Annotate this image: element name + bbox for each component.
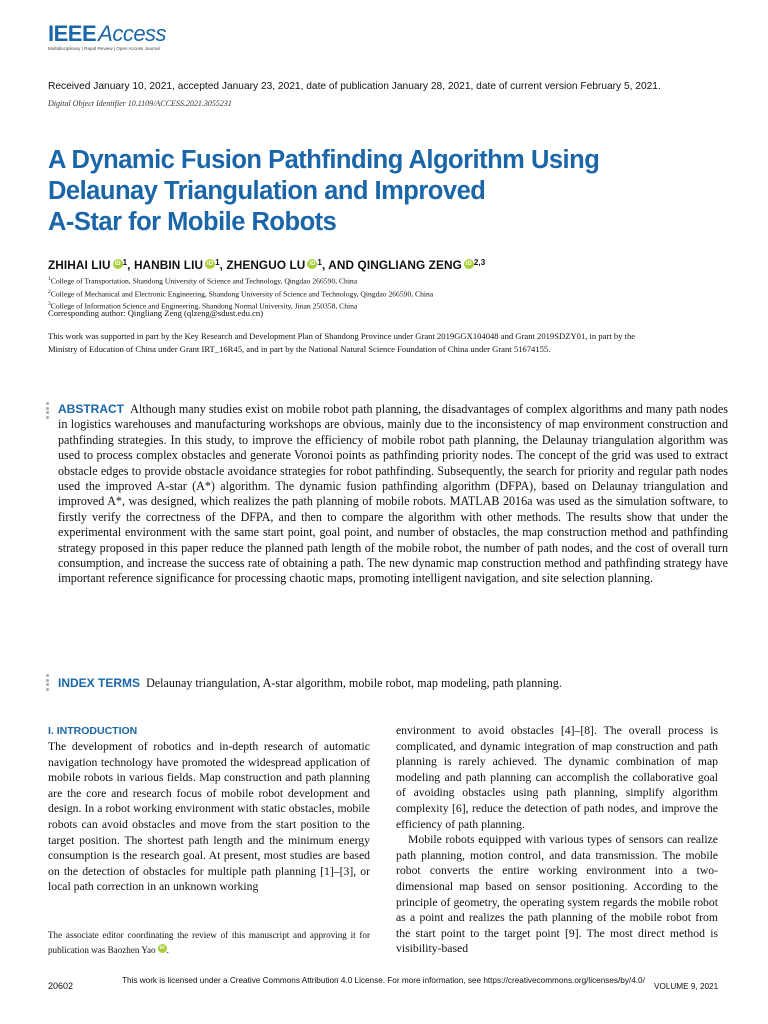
- body-paragraph: The development of robotics and in-depth research of automatic navigation technology have promoted the widespread application of mobile robots in various fields. Map construction and path planning are the core and research focus of mobile robot development and design. In a robot working environment with static obstacles, mobile robots can avoid obstacles and move from the start position to the target position. The shortest path length and the minimum energy consumption is the research goal. At present, most studies are based on the detection of obstacles for multiple path planning [1]–[3], or local path correction in an unknown working: [48, 740, 370, 894]
- volume-info: VOLUME 9, 2021: [654, 982, 719, 991]
- footnote-text: The associate editor coordinating the review of this manuscript and approving it for publication was Baozhen Yao: [48, 930, 370, 955]
- index-terms-marker-icon: [46, 674, 50, 692]
- received-dates: Received January 10, 2021, accepted January 23, 2021, date of publication January 28, 2021, date of current version February 5, 2021.: [48, 81, 661, 92]
- author-separator: ,: [127, 258, 134, 272]
- index-terms-text: Delaunay triangulation, A-star algorithm, mobile robot, map modeling, path planning.: [146, 676, 562, 690]
- author-affil-sup: 1: [215, 258, 220, 267]
- title-line: A Dynamic Fusion Pathfinding Algorithm Using: [48, 146, 600, 174]
- section-heading: I. INTRODUCTION: [48, 725, 138, 737]
- page-number: 20602: [48, 981, 74, 991]
- funding-statement: This work was supported in part by the Key Research and Development Plan of Shandong Province under Grant 2019GGX104048 and Grant 2019SDZY01, in part by the Ministry of Education of China under Grant IRT_16R45, and in part by the National Natural Science Foundation of China under Grant 51674155.: [48, 331, 636, 354]
- journal-tagline: Multidisciplinary | Rapid Review | Open Access Journal: [48, 46, 160, 51]
- orcid-icon[interactable]: iD: [309, 261, 316, 267]
- author-separator: ,: [219, 258, 227, 272]
- author-affil-sup: 2,3: [473, 258, 486, 267]
- affiliation-text: College of Mechanical and Electronic Engineering, Shandong University of Science and Technology, Qingdao 266590, China: [50, 289, 434, 299]
- affiliation-text: College of Information Science and Engineering, Shandong Normal University, Jinan 250358, China: [50, 301, 358, 311]
- author-name: ZHENGUO LU: [226, 258, 306, 272]
- author-list: [48, 258, 485, 272]
- affiliation-number: 2: [48, 288, 51, 295]
- editor-footnote: The associate editor coordinating the review of this manuscript and approving it for publication was Baozhen Yao iD .: [48, 930, 370, 955]
- orcid-icon[interactable]: iD: [114, 261, 121, 267]
- author-separator: , AND: [321, 258, 358, 272]
- author-name: HANBIN LIU: [133, 258, 204, 272]
- left-column: [48, 739, 370, 895]
- orcid-icon[interactable]: iD: [206, 261, 214, 267]
- index-terms-label: INDEX TERMS: [58, 676, 141, 690]
- journal-name-italic: Access: [98, 21, 167, 46]
- author-affil-sup: 1: [122, 258, 128, 267]
- orcid-icon[interactable]: iD: [465, 261, 472, 267]
- abstract-label: ABSTRACT: [58, 402, 124, 416]
- author-name: ZHIHAI LIU: [48, 258, 111, 272]
- abstract: [58, 402, 728, 587]
- author-affil-sup: 1: [317, 258, 322, 267]
- paper-title: [48, 145, 708, 238]
- journal-name-bold: IEEE: [48, 21, 97, 46]
- title-line: Delaunay Triangulation and Improved: [48, 177, 486, 205]
- corresponding-author: Corresponding author: Qingliang Zeng (qlzeng@sdust.edu.cn): [48, 308, 264, 318]
- abstract-text: Although many studies exist on mobile robot path planning, the disadvantages of complex algorithms and many path nodes in logistics warehouses and manufacturing workshops are obvious, mainly due to the inconsistency of map environment construction and pathfinding strategies. In this study, to improve the efficiency of mobile robot path planning, the Delaunay triangulation algorithm was used to process complex obstacles and generate Voronoi points as pathfinding priority nodes. The concept of the grid was used to extract obstacle edges to provide obstacle avoidance strategies for robot pathfinding. Subsequently, the search for priority and regular path nodes used the improved A-star (A*) algorithm. The dynamic fusion pathfinding algorithm (DFPA), based on Delaunay triangulation and improved A*, was designed, which realizes the path planning of mobile robots. MATLAB 2016a was used as the simulation software, to firstly verify the correctness of the DFPA, and then to compare the algorithm with other methods. The results show that under the experimental environment with the same start point, goal point, and number of obstacles, the map construction method and pathfinding strategy proposed in this paper reduce the planned path length of the mobile robot, the number of path nodes, and the cost of overall turn consumption, and increase the success rate of obtaining a path. The new dynamic map construction method and pathfinding strategy have important reference significance for processing chaotic maps, promoting intelligent navigation, and site selection planning.: [58, 402, 729, 586]
- index-terms: [58, 676, 562, 691]
- affiliation-text: College of Transportation, Shandong University of Science and Technology, Qingdao 266590, China: [50, 276, 358, 286]
- body-paragraph: environment to avoid obstacles [4]–[8]. The overall process is complicated, and dynamic integration of map construction and path planning is rarely achieved. The dynamic combination of map modeling and path planning can accomplish the collaborative goal of avoiding obstacles using path planning, simplify algorithm complexity [6], reduce the detection of path nodes, and improve the efficiency of path planning.: [396, 724, 718, 831]
- affiliation-number: 3: [48, 301, 51, 308]
- journal-logo: [48, 22, 166, 46]
- title-line: A-Star for Mobile Robots: [48, 208, 337, 236]
- author-name: QINGLIANG ZENG: [357, 258, 462, 272]
- affiliation-item: [48, 274, 433, 287]
- orcid-icon[interactable]: iD: [159, 946, 165, 951]
- right-column: [396, 723, 718, 957]
- affiliations: [48, 274, 433, 312]
- body-paragraph: Mobile robots equipped with various types of sensors can realize path planning, motion control, and data transmission. The mobile robot converts the entire working environment into a two-dimensional map based on sensor positioning. According to the principle of geometry, the operating system regards the mobile robot as a point and realizes the path planning of the mobile robot from the start point to the target point [9]. The most direct method is visibility-based: [396, 833, 718, 956]
- license-notice: This work is licensed under a Creative Commons Attribution 4.0 License. For more information, see https://creativecommons.org/licenses/by/4.0/: [122, 976, 645, 985]
- doi: Digital Object Identifier 10.1109/ACCESS.2021.3055231: [48, 99, 232, 108]
- abstract-marker-icon: [46, 402, 50, 420]
- affiliation-item: [48, 287, 433, 300]
- affiliation-number: 1: [48, 276, 51, 282]
